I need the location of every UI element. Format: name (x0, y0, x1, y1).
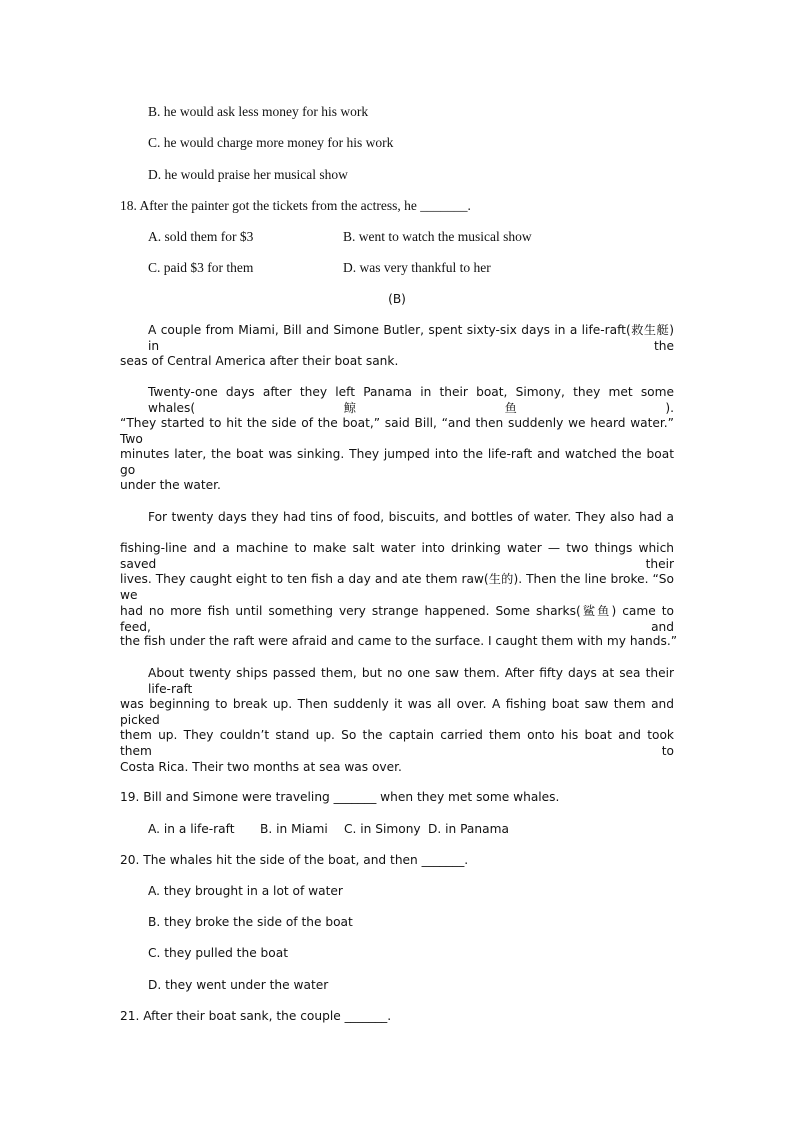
passage-line: A couple from Miami, Bill and Simone Butler, spent sixty-six days in a life-raft(救生艇) in the (148, 323, 674, 353)
q20-stem: 20. The whales hit the side of the boat, and then _______. (120, 853, 469, 867)
q20-option-d: D. they went under the water (148, 978, 329, 992)
q18-stem: 18. After the painter got the tickets from the actress, he _______. (120, 198, 471, 213)
passage-line: seas of Central America after their boat sank. (120, 354, 399, 368)
q20-option-c: C. they pulled the boat (148, 946, 289, 960)
passage-line: Twenty-one days after they left Panama in their boat, Simony, they met some whales(鲸鱼). (148, 385, 674, 415)
passage-line: minutes later, the boat was sinking. They jumped into the life-raft and watched the boat go (120, 447, 674, 477)
q18-option-d: D. was very thankful to her (343, 260, 491, 275)
q17-option-d: D. he would praise her musical show (148, 167, 348, 182)
section-title: (B) (388, 292, 406, 306)
q19-option-a: A. in a life-raft (148, 822, 235, 836)
q18-option-c: C. paid $3 for them (148, 260, 254, 275)
q19-stem: 19. Bill and Simone were traveling _______ when they met some whales. (120, 790, 560, 804)
q18-option-a: A. sold them for $3 (148, 229, 254, 244)
passage-line: was beginning to break up. Then suddenly it was all over. A fishing boat saw them and picked (120, 697, 674, 727)
passage-line: For twenty days they had tins of food, biscuits, and bottles of water. They also had a (148, 510, 674, 524)
q19-option-b: B. in Miami (260, 822, 328, 836)
passage-line: “They started to hit the side of the boat,” said Bill, “and then suddenly we heard water.” Two (120, 416, 674, 446)
passage-line: Costa Rica. Their two months at sea was over. (120, 760, 402, 774)
q19-option-c: C. in Simony (344, 822, 421, 836)
q17-option-b: B. he would ask less money for his work (148, 104, 369, 119)
q18-option-b: B. went to watch the musical show (343, 229, 532, 244)
passage-line: them up. They couldn’t stand up. So the captain carried them onto his boat and took them to (120, 728, 674, 758)
passage-line: the fish under the raft were afraid and came to the surface. I caught them with my hands.” (120, 634, 678, 648)
q17-option-c: C. he would charge more money for his work (148, 135, 394, 150)
passage-line: lives. They caught eight to ten fish a day and ate them raw(生的). Then the line broke. “So we (120, 572, 674, 602)
q20-option-b: B. they broke the side of the boat (148, 915, 353, 929)
q19-option-d: D. in Panama (428, 822, 509, 836)
passage-line: About twenty ships passed them, but no one saw them. After fifty days at sea their life-raft (148, 666, 674, 696)
passage-line: under the water. (120, 478, 221, 492)
passage-line: had no more fish until something very strange happened. Some sharks(鲨鱼) came to feed, and (120, 604, 674, 634)
q21-stem: 21. After their boat sank, the couple _______. (120, 1009, 392, 1023)
passage-line: fishing-line and a machine to make salt water into drinking water — two things which saved their (120, 541, 674, 571)
q20-option-a: A. they brought in a lot of water (148, 884, 343, 898)
